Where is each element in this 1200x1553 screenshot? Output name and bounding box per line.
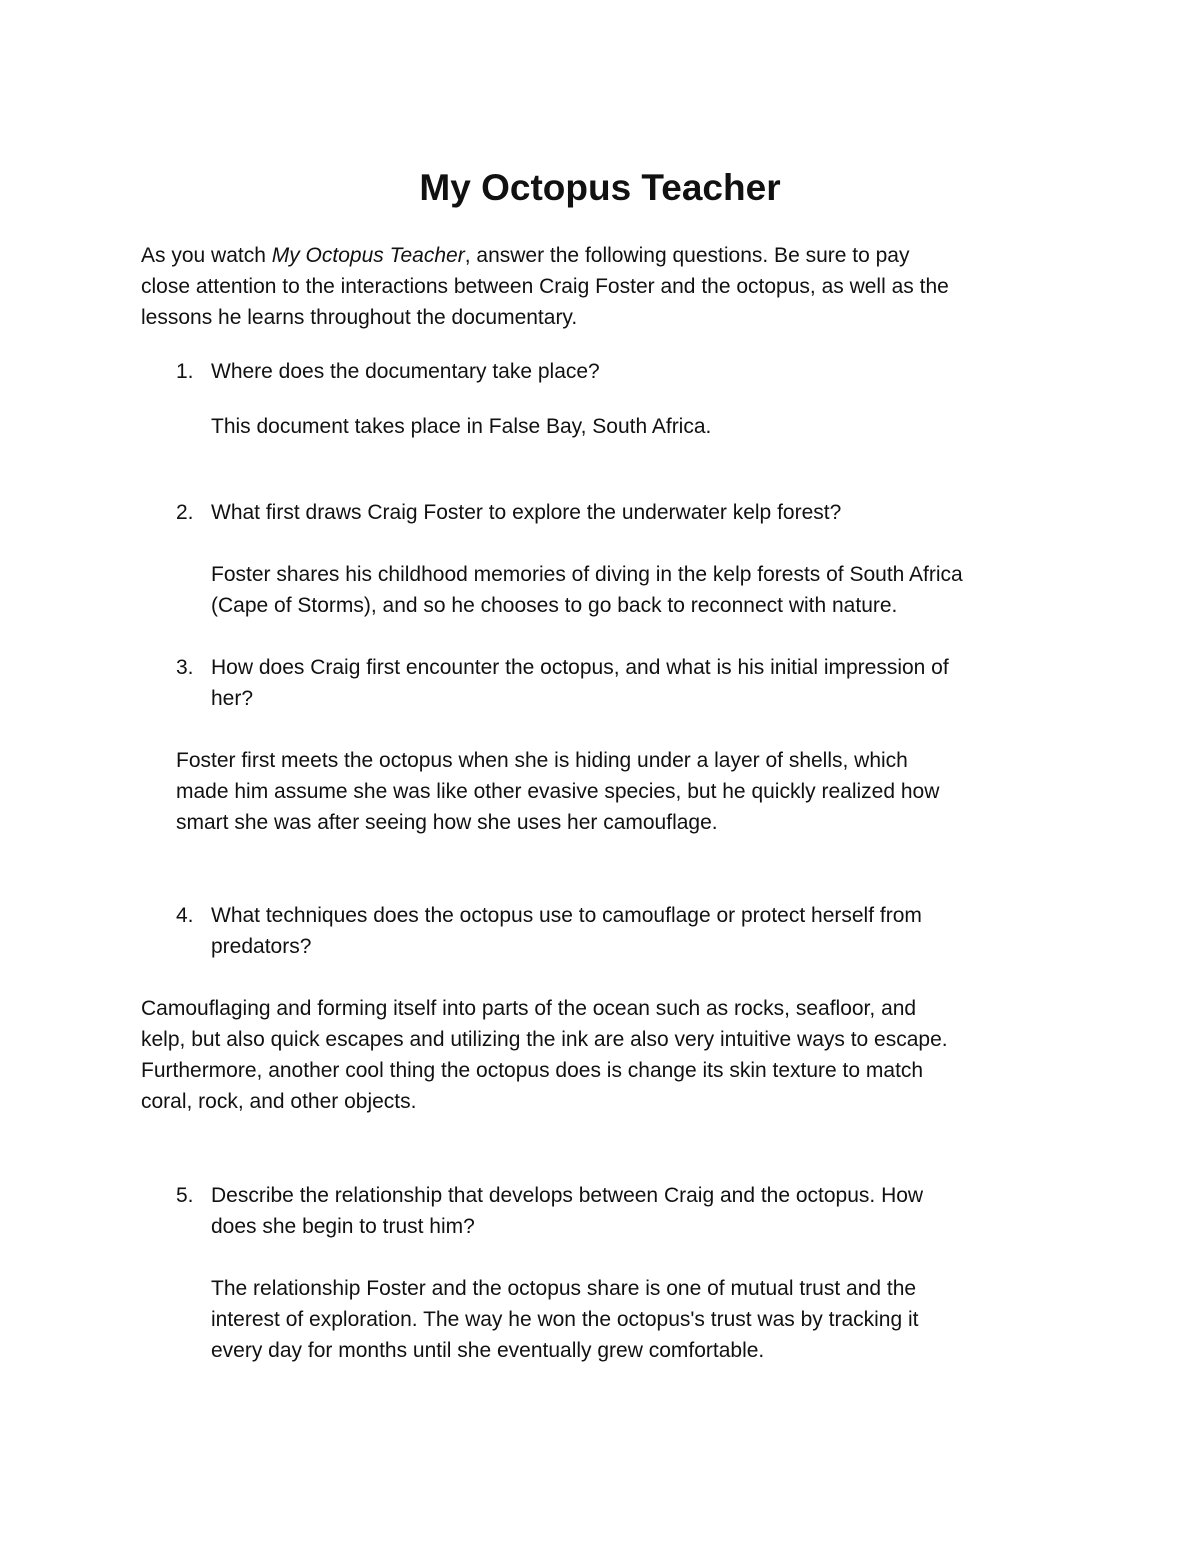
answer-line: Foster shares his childhood memories of diving in the kelp forests of South Africa bbox=[211, 563, 963, 586]
intro-line-3: lessons he learns throughout the documentary. bbox=[141, 306, 578, 329]
answer-text bbox=[211, 1273, 918, 1366]
answer-line: made him assume she was like other evasive species, but he quickly realized how bbox=[176, 780, 940, 803]
question-line: What first draws Craig Foster to explore the underwater kelp forest? bbox=[211, 501, 842, 524]
question-line: Where does the documentary take place? bbox=[211, 360, 600, 383]
answer-line: (Cape of Storms), and so he chooses to go back to reconnect with nature. bbox=[211, 594, 898, 617]
intro-line-1-rest: , answer the following questions. Be sure to pay bbox=[464, 244, 910, 267]
question-number: 1. bbox=[176, 360, 194, 383]
question-text bbox=[211, 652, 949, 714]
question-text bbox=[211, 356, 600, 387]
answer-line: kelp, but also quick escapes and utilizing the ink are also very intuitive ways to escape. bbox=[141, 1028, 948, 1051]
question-line: does she begin to trust him? bbox=[211, 1215, 475, 1238]
question-line: How does Craig first encounter the octopus, and what is his initial impression of bbox=[211, 656, 949, 679]
question-number: 2. bbox=[176, 501, 194, 524]
intro-line-2: close attention to the interactions between Craig Foster and the octopus, as well as the bbox=[141, 275, 949, 298]
intro-prefix: As you watch bbox=[141, 244, 272, 267]
question-text bbox=[211, 900, 922, 962]
question-number: 3. bbox=[176, 656, 194, 679]
question-line: Describe the relationship that develops between Craig and the octopus. How bbox=[211, 1184, 924, 1207]
answer-line: Camouflaging and forming itself into parts of the ocean such as rocks, seafloor, and bbox=[141, 997, 917, 1020]
answer-text bbox=[211, 559, 963, 621]
answer-text bbox=[141, 993, 948, 1117]
answer-line: Foster first meets the octopus when she is hiding under a layer of shells, which bbox=[176, 749, 908, 772]
answer-line: smart she was after seeing how she uses her camouflage. bbox=[176, 811, 718, 834]
answer-text bbox=[211, 411, 711, 442]
answer-line: This document takes place in False Bay, South Africa. bbox=[211, 415, 712, 438]
answer-line: every day for months until she eventually grew comfortable. bbox=[211, 1339, 765, 1362]
question-number: 4. bbox=[176, 904, 194, 927]
answer-line: Furthermore, another cool thing the octopus does is change its skin texture to match bbox=[141, 1059, 924, 1082]
intro-film-title: My Octopus Teacher bbox=[271, 244, 465, 267]
question-line: predators? bbox=[211, 935, 312, 958]
question-text bbox=[211, 1180, 923, 1242]
answer-line: coral, rock, and other objects. bbox=[141, 1090, 417, 1113]
question-line: her? bbox=[211, 687, 254, 710]
intro-line-1 bbox=[141, 240, 949, 271]
question-line: What techniques does the octopus use to camouflage or protect herself from bbox=[211, 904, 922, 927]
intro-paragraph bbox=[141, 240, 949, 333]
answer-text bbox=[176, 745, 939, 838]
answer-line: The relationship Foster and the octopus share is one of mutual trust and the bbox=[211, 1277, 917, 1300]
question-text bbox=[211, 497, 841, 528]
question-number: 5. bbox=[176, 1184, 194, 1207]
document-title: My Octopus Teacher bbox=[419, 167, 781, 208]
answer-line: interest of exploration. The way he won the octopus's trust was by tracking it bbox=[211, 1308, 919, 1331]
